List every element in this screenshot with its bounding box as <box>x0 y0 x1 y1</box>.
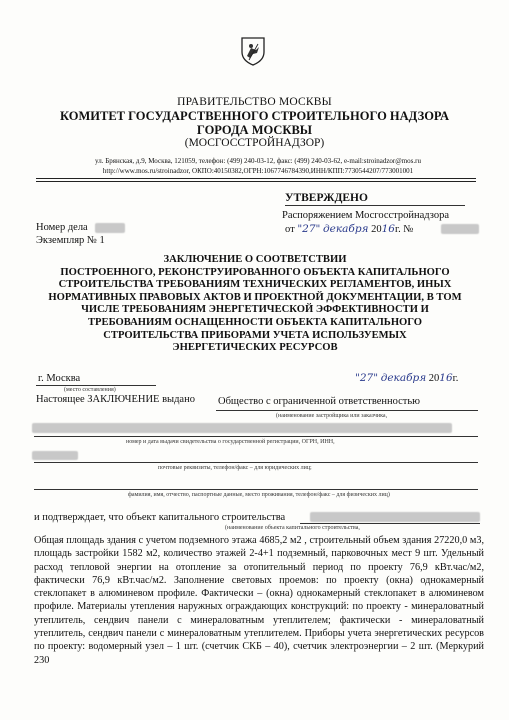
redacted-order-number <box>441 224 479 234</box>
order-date-year: 2016г. <box>371 223 401 235</box>
place-caption: (место составления) <box>64 387 116 393</box>
place-date-month: декабря <box>380 372 427 384</box>
order-label: Распоряжением Мосгосстройнадзора <box>282 210 450 221</box>
caption-postal: почтовые реквизиты, телефон/факс – для юридических лиц; <box>158 465 312 471</box>
order-date-month: декабря <box>323 223 369 235</box>
committee-short-name: (МОСГОССТРОЙНАДЗОР) <box>184 137 325 149</box>
title-line-7: СТРОИТЕЛЬСТВА ПРИБОРАМИ УЧЕТА ИСПОЛЬЗУЕМЫХ <box>103 329 407 341</box>
order-date-line <box>285 223 413 235</box>
contact-registry: http://www.mos.ru/stroinadzor, ОКПО:40150382,ОГРН:1067746784390,ИНН/КПП:7730544207/773001001 <box>102 167 414 175</box>
object-description: Общая площадь здания с учетом подземного этажа 4685,2 м2 , строительный объем здания 27220,0 м3, площадь застройки 1582 м2, количество этажей 2-4+1 подземный, парковочных мест 9 шт. Удельный расход тепловой энергии на отопление за отопительный период по проекту 76,9 кВт.час/м2, фактически 76,9 кВт.час/м2. Заполнение световых проемов: по проекту (окна) однокамерный стеклопакет в алюминевом профиле. Фактически – (окна) однокамерный стеклопакет в алюминевом профиле. Материалы утепления наружных ограждающих конструкций: по проекту - минераловатный утеплитель, сендвич панели с минераловатным утеплителем; фактически - минераловатный утеплитель, сендвич панели с минераловатным утеплителем. Приборы учета энергетических ресурсов по проекту: водомерный узел – 1 шт. (счетчик СКБ – 40), счетчик электроэнергии – 2 шт. (Меркурий 230 <box>34 535 484 666</box>
title-line-3: СТРОИТЕЛЬСТВА ТРЕБОВАНИЯМ ТЕХНИЧЕСКИХ РЕГЛАМЕНТОВ, ИНЫХ <box>58 279 452 291</box>
title-line-2: ПОСТРОЕННОГО, РЕКОНСТРУИРОВАННОГО ОБЪЕКТА КАПИТАЛЬНОГО <box>60 266 450 278</box>
place-city: г. Москва <box>38 373 81 384</box>
redacted-registration-line <box>32 423 452 433</box>
moscow-coat-of-arms-icon <box>240 36 266 66</box>
redacted-postal-line <box>32 451 78 460</box>
postal-underline <box>34 462 478 463</box>
order-date-ot: от <box>285 224 295 235</box>
title-line-5: ЧИСЛЕ ТРЕБОВАНИЯМ ЭНЕРГЕТИЧЕСКОЙ ЭФФЕКТИВНОСТИ И <box>81 304 429 316</box>
case-number-label: Номер дела <box>36 222 88 233</box>
order-number-sign: № <box>403 224 414 235</box>
copy-number-label: Экземпляр № 1 <box>36 235 105 246</box>
title-line-1: ЗАКЛЮЧЕНИЕ О СООТВЕТСТВИИ <box>163 254 347 265</box>
issued-label: Настоящее ЗАКЛЮЧЕНИЕ выдано <box>36 394 195 405</box>
header-rule-top <box>36 178 476 179</box>
issued-underline <box>216 410 478 411</box>
title-line-4: НОРМАТИВНЫХ ПРАВОВЫХ АКТОВ И ПРОЕКТНОЙ ДОКУМЕНТАЦИИ, В ТОМ <box>48 291 462 303</box>
approved-underline <box>285 205 465 206</box>
place-underline <box>36 385 156 386</box>
contact-address: ул. Брянская, д.9, Москва, 121059, телефон: (499) 240-03-12, факс: (499) 240-03-62, e-mail:stroinadzor@mos.ru <box>95 157 421 165</box>
title-line-8: ЭНЕРГЕТИЧЕСКИХ РЕСУРСОВ <box>172 342 338 354</box>
place-date <box>355 372 458 384</box>
person-underline <box>34 489 478 490</box>
registration-underline <box>34 436 478 437</box>
redacted-case-number <box>95 223 125 233</box>
header-rule-bottom <box>36 181 476 182</box>
place-date-day: "27" <box>355 372 379 384</box>
caption-object-name: (наименование объекта капитального строительства, <box>225 525 360 531</box>
object-underline <box>300 523 480 524</box>
order-date-day: "27" <box>297 223 321 235</box>
approved-label: УТВЕРЖДЕНО <box>285 192 368 204</box>
committee-heading-line2: ГОРОДА МОСКВЫ <box>196 123 313 137</box>
caption-applicant-name: (наименование застройщика или заказчика, <box>276 413 388 419</box>
committee-heading-line1: КОМИТЕТ ГОСУДАРСТВЕННОГО СТРОИТЕЛЬНОГО НАДЗОРА <box>60 109 449 123</box>
conclusion-title <box>30 254 480 355</box>
government-heading: ПРАВИТЕЛЬСТВО МОСКВЫ <box>177 96 332 108</box>
issued-organization: Общество с ограниченной ответственностью <box>218 396 421 407</box>
redacted-object-name <box>310 512 480 522</box>
caption-person: фамилия, имя, отчество, паспортные данные, место проживания, телефон/факс – для физических лиц) <box>128 492 390 498</box>
place-date-year: 2016г. <box>428 372 459 384</box>
caption-registration: номер и дата выдачи свидетельства о государственной регистрации, ОГРН, ИНН, <box>126 439 335 445</box>
title-line-6: ТРЕБОВАНИЯМ ОСНАЩЕННОСТИ ОБЪЕКТА КАПИТАЛЬНОГО <box>87 316 423 328</box>
confirm-text: и подтверждает, что объект капитального строительства <box>34 512 286 523</box>
